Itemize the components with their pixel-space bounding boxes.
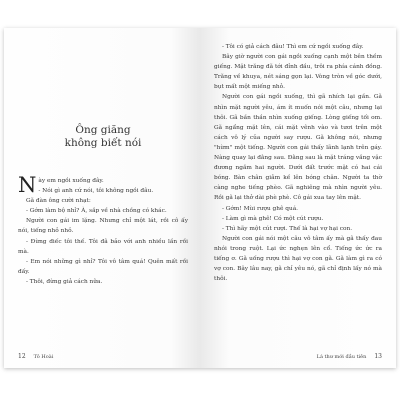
- paragraph: - Làm gì mà ghê! Có một cút rượu.: [222, 215, 324, 222]
- chapter-title-line2: không biết nói: [64, 137, 142, 149]
- paragraph: Gã đàn ông cười nhạt:: [26, 198, 91, 205]
- paragraph: - Nói gì anh cứ nói, tôi không ngồi đâu.: [38, 188, 154, 195]
- paragraph: - Thì hãy một cút rượi. Thế là hại vợ hại con.: [222, 225, 353, 232]
- paragraph: - Thôi, đừng giả cách nữa.: [26, 278, 103, 285]
- left-body-text: [18, 173, 188, 287]
- paragraph: Người con gái nói một câu vô tâm ấy mà gã thấy đau nhói trong ruột. Lại ức nghẹn lên cổ. Tiếng ức ức ra tiếng ơ. Gã uống rượu thì hại vợ con gã. Gã làm gì ra có vợ con. Bây lâu nay, gã chỉ yêu nó, gã chỉ định lấy nó mà thôi.: [214, 235, 382, 283]
- drop-cap: N: [18, 173, 37, 197]
- running-head: Lá thư mới đầu tiên: [316, 354, 367, 360]
- paragraph: Bây giờ người con gái ngồi xuống cạnh một bên thềm giếng. Mặt trăng đã tới đỉnh đầu, trôi ra phía cánh đồng. Trăng về khuya, nét sáng gọn lại. Vòng tròn về góc dưới, bụt mất một miếng nhỏ.: [214, 54, 382, 91]
- paragraph: Này em ngồi xuống đây.: [18, 173, 104, 197]
- paragraph: - Gớm làm bộ nhỉ? À, sắp về nhà chồng có khác.: [26, 208, 167, 215]
- paragraph: - Em nói những gì nhỉ? Tôi vô tâm quá! Quên mất rồi đấy.: [18, 258, 188, 275]
- paragraph: Người con gái ngồi xuống, thì gã nhích lại gần. Gã nhìn mặt người yêu, ám ít muốn nói một câu, nhưng lại thôi. Gã bần thần nhìn xuống giếng. Lòng giếng tối om. Gã ngẩng mặt lên, cái mặt vênh vào và tươi trên một cách vô lý của người say rượu. Gã không nói, nhưng "hừm" một tiếng. Người con gái thấy lãnh lạnh trên gáy. Nàng quay lại đằng sau. Đằng sau là mặt tráng vắng vặc đương ngắm hai người. Dưới đất trước mặt có hai cái bóng. Bàn chân giẫm kề lên bóng chân. Người ta thờ càng nghe tiếng phèo. Gã nghiêng mà nhìn người yêu. Rồi gã lại thở dài phè phè. Cô gái xua tay lên mặt.: [214, 94, 382, 202]
- page-number: 12: [18, 353, 26, 360]
- paragraph: - Gớm! Mùi rượu ghê quá.: [222, 205, 298, 212]
- right-page: [200, 28, 396, 368]
- book-spread: [4, 28, 396, 368]
- paragraph: - Đừng điếc tôi thế. Tôi đã bảo với anh nhiều lần rồi mà.: [18, 238, 188, 255]
- left-page: [4, 28, 200, 368]
- paragraph: - Tôi có giả cách đâu! Thì em cứ ngồi xuống đây.: [222, 44, 364, 50]
- chapter-title-line1: Ông giăng: [75, 124, 131, 136]
- running-head: Tô Hoài: [33, 354, 54, 360]
- paragraph: Người con gái im lặng. Nhưng chỉ một lát, rồi cô ấy nói, tiếng nhỏ nhỏ.: [18, 218, 188, 235]
- right-footer: [317, 353, 382, 360]
- page-number: 13: [374, 353, 382, 360]
- chapter-title: [18, 124, 188, 150]
- left-footer: [18, 353, 53, 360]
- right-body-text: [214, 42, 382, 284]
